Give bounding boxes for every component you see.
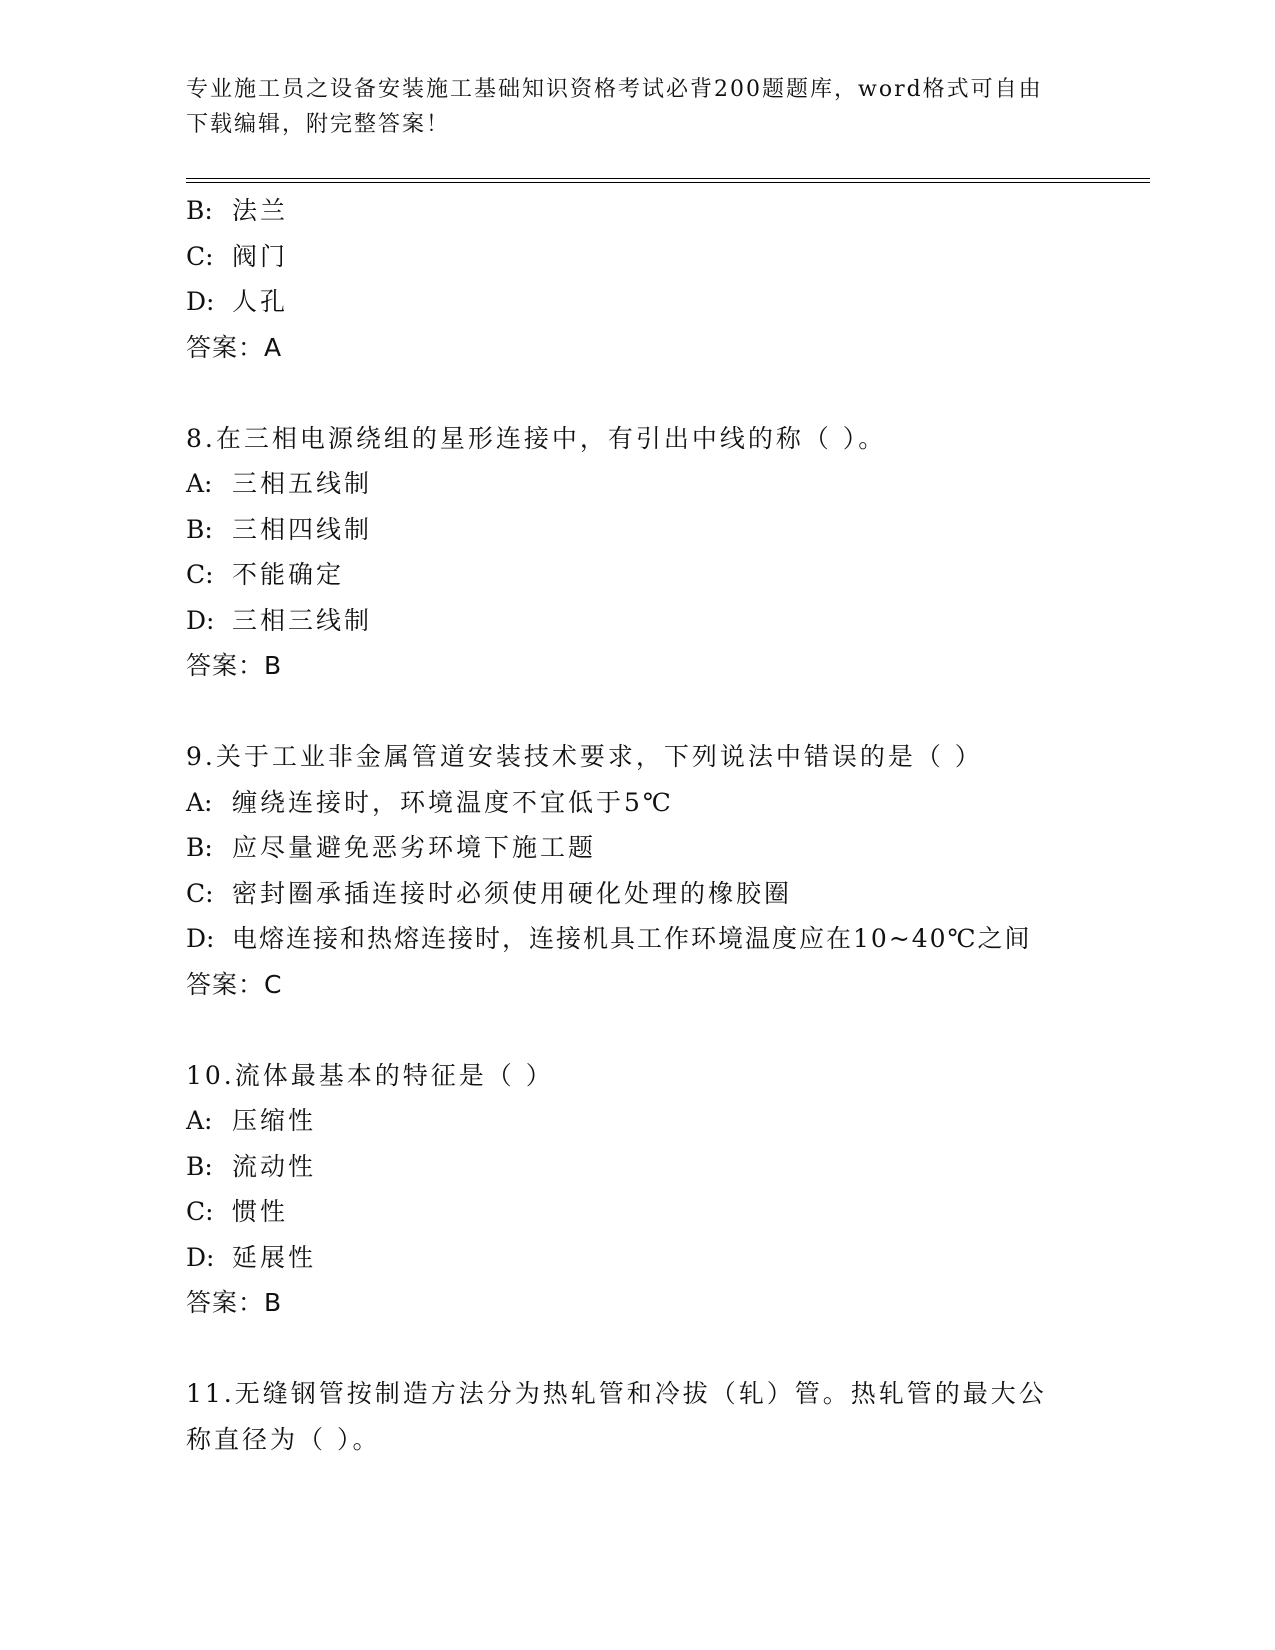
spacer	[186, 689, 1086, 735]
option-b: B: 应尽量避免恶劣环境下施工题	[186, 833, 597, 862]
option-a: A: 三相五线制	[186, 469, 373, 498]
option-d: D: 三相三线制	[186, 605, 373, 635]
question-8-block	[186, 416, 1086, 689]
option-a: A: 压缩性	[186, 1106, 317, 1135]
question-text: 8.在三相电源绕组的星形连接中，有引出中线的称（ ）。	[186, 423, 887, 453]
spacer	[186, 1326, 1086, 1372]
question-11-block	[186, 1371, 1086, 1462]
spacer	[186, 370, 1086, 416]
question-text: 10.流体最基本的特征是（ ）	[186, 1060, 554, 1090]
document-header	[186, 72, 1086, 142]
option-b: B: 三相四线制	[186, 514, 373, 544]
answer: 答案：C	[186, 969, 283, 999]
option-b: B: 法兰	[186, 196, 289, 225]
question-text-line-1: 11.无缝钢管按制造方法分为热轧管和冷拔（轧）管。热轧管的最大公	[186, 1379, 1047, 1408]
header-line-2: 下载编辑，附完整答案！	[186, 112, 451, 137]
question-list	[186, 188, 1086, 1462]
question-text-line-2: 称直径为（ ）。	[186, 1424, 381, 1454]
header-rule-top	[186, 178, 1150, 179]
question-10-block	[186, 1053, 1086, 1326]
answer: 答案：A	[186, 332, 283, 362]
header-rule-bottom	[186, 182, 1150, 183]
question-9-block	[186, 734, 1086, 1007]
option-c: C: 密封圈承插连接时必须使用硬化处理的橡胶圈	[186, 878, 793, 908]
option-c: C: 不能确定	[186, 560, 345, 589]
option-c: C: 惯性	[186, 1197, 289, 1226]
question-7-block	[186, 188, 1086, 370]
option-c: C: 阀门	[186, 241, 289, 271]
question-text: 9.关于工业非金属管道安装技术要求，下列说法中错误的是（ ）	[186, 742, 983, 771]
option-d: D: 电熔连接和热熔连接时，连接机具工作环境温度应在10~40℃之间	[186, 924, 1032, 953]
option-d: D: 人孔	[186, 287, 289, 316]
answer: 答案：B	[186, 1288, 283, 1317]
option-a: A: 缠绕连接时，环境温度不宜低于5℃	[186, 787, 674, 817]
option-d: D: 延展性	[186, 1242, 317, 1272]
answer: 答案：B	[186, 651, 283, 680]
spacer	[186, 1007, 1086, 1053]
option-b: B: 流动性	[186, 1151, 317, 1181]
header-line-1: 专业施工员之设备安装施工基础知识资格考试必背200题题库，word格式可自由	[186, 77, 1043, 102]
